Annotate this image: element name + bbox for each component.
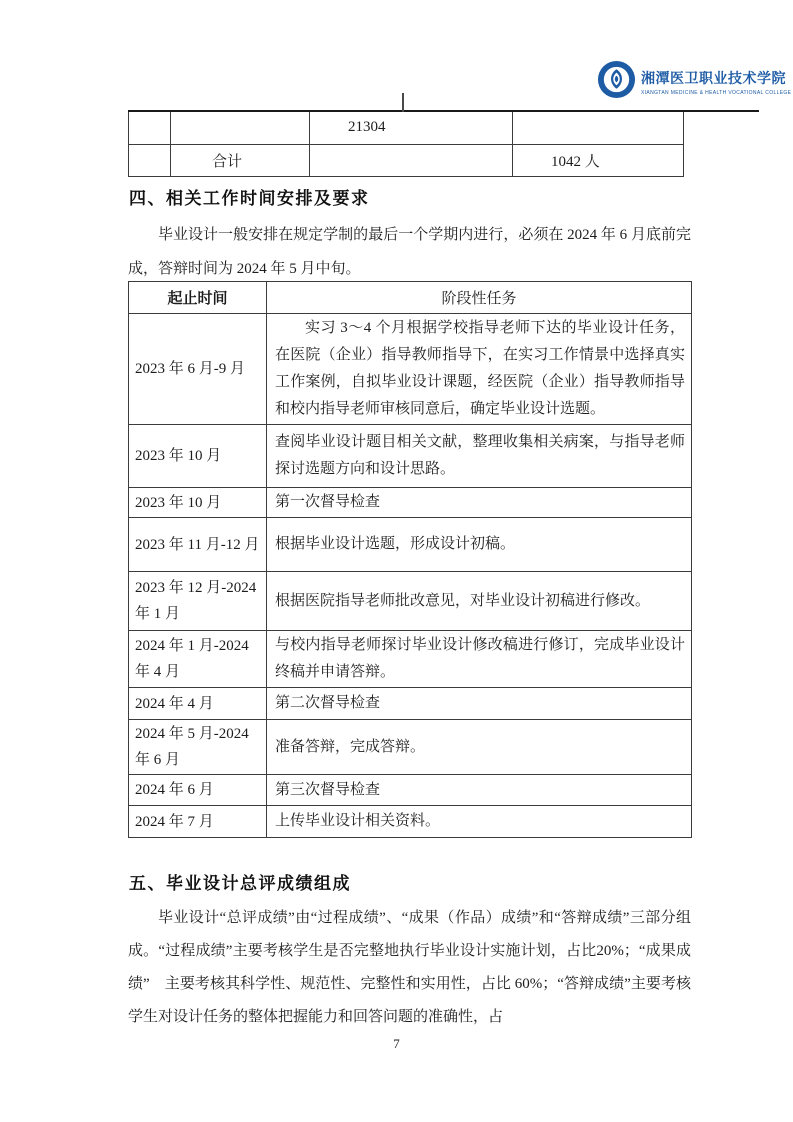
page-number: 7 [393, 1036, 400, 1051]
period-column-header: 起止时间 [129, 282, 267, 314]
section5-paragraph: 毕业设计“总评成绩”由“过程成绩”、“成果（作品）成绩”和“答辩成绩”三部分组成。“过程成绩”主要考核学生是否完整地执行毕业设计实施计划，占比20%；“成果成绩” 主要考核其科学性、规范性、完整性和实用性，占比 60%；“答辩成绩”主要考核学生对设计任务的整体把握能力和回答问题的准确性，占 [128, 910, 691, 1025]
section5-heading: 五、毕业设计总评成绩组成 [129, 874, 351, 893]
table-row [129, 631, 692, 688]
page-break-column-stub [402, 93, 404, 112]
period-cell: 2023 年 6 月-9 月 [129, 314, 267, 425]
period-cell: 2023 年 12 月-2024 年 1 月 [129, 572, 267, 631]
task-cell: 根据医院指导老师批改意见，对毕业设计初稿进行修改。 [267, 572, 692, 631]
task-cell: 上传毕业设计相关资料。 [267, 806, 692, 838]
table-row [129, 775, 692, 806]
period-cell: 2023 年 10 月 [129, 425, 267, 488]
table-header-row [129, 282, 692, 314]
task-cell: 准备答辩，完成答辩。 [267, 720, 692, 775]
college-logo [597, 60, 791, 104]
table-row [129, 488, 692, 518]
college-name-zh: 湘潭医卫职业技术学院 [641, 72, 786, 87]
summary-cell [310, 144, 513, 176]
college-name-en: XIANGTAN MEDICINE & HEALTH VOCATIONAL COLLEGE [641, 90, 792, 96]
summary-cell [171, 112, 310, 144]
enrollment-summary-table [128, 112, 684, 177]
schedule-table [128, 281, 692, 838]
summary-cell-class-code: 21304 [310, 112, 513, 144]
table-row [129, 425, 692, 488]
college-emblem-icon [597, 60, 636, 104]
table-row [129, 518, 692, 572]
period-cell: 2024 年 1 月-2024 年 4 月 [129, 631, 267, 688]
period-cell: 2024 年 4 月 [129, 688, 267, 720]
task-column-header: 阶段性任务 [267, 282, 692, 314]
task-cell: 根据毕业设计选题，形成设计初稿。 [267, 518, 692, 572]
summary-cell [129, 112, 171, 144]
task-cell: 实习 3～4 个月根据学校指导老师下达的毕业设计任务，在医院（企业）指导教师指导下，在实习工作情景中选择真实工作案例，自拟毕业设计课题，经医院（企业）指导教师指导和校内指导老师审核同意后，确定毕业设计选题。 [267, 314, 692, 425]
period-cell: 2023 年 10 月 [129, 488, 267, 518]
period-cell: 2024 年 5 月-2024 年 6 月 [129, 720, 267, 775]
table-row [129, 314, 692, 425]
summary-cell-total-label: 合计 [171, 144, 310, 176]
task-cell: 与校内指导老师探讨毕业设计修改稿进行修订，完成毕业设计终稿并申请答辩。 [267, 631, 692, 688]
table-row [129, 572, 692, 631]
table-row [129, 688, 692, 720]
period-cell: 2023 年 11 月-12 月 [129, 518, 267, 572]
task-cell: 第二次督导检查 [267, 688, 692, 720]
college-name-block [641, 68, 791, 96]
summary-cell [513, 112, 684, 144]
summary-cell [129, 144, 171, 176]
table-row [129, 112, 684, 144]
table-row [129, 144, 684, 176]
summary-cell-total-count: 1042 人 [513, 144, 684, 176]
period-cell: 2024 年 6 月 [129, 775, 267, 806]
table-row [129, 806, 692, 838]
period-cell: 2024 年 7 月 [129, 806, 267, 838]
section4-heading: 四、相关工作时间安排及要求 [129, 189, 370, 208]
task-cell: 查阅毕业设计题目相关文献，整理收集相关病案，与指导老师探讨选题方向和设计思路。 [267, 425, 692, 488]
task-cell: 第一次督导检查 [267, 488, 692, 518]
table-row [129, 720, 692, 775]
section4-paragraph: 毕业设计一般安排在规定学制的最后一个学期内进行，必须在 2024 年 6 月底前完成，答辩时间为 2024 年 5 月中旬。 [128, 227, 691, 277]
task-cell: 第三次督导检查 [267, 775, 692, 806]
